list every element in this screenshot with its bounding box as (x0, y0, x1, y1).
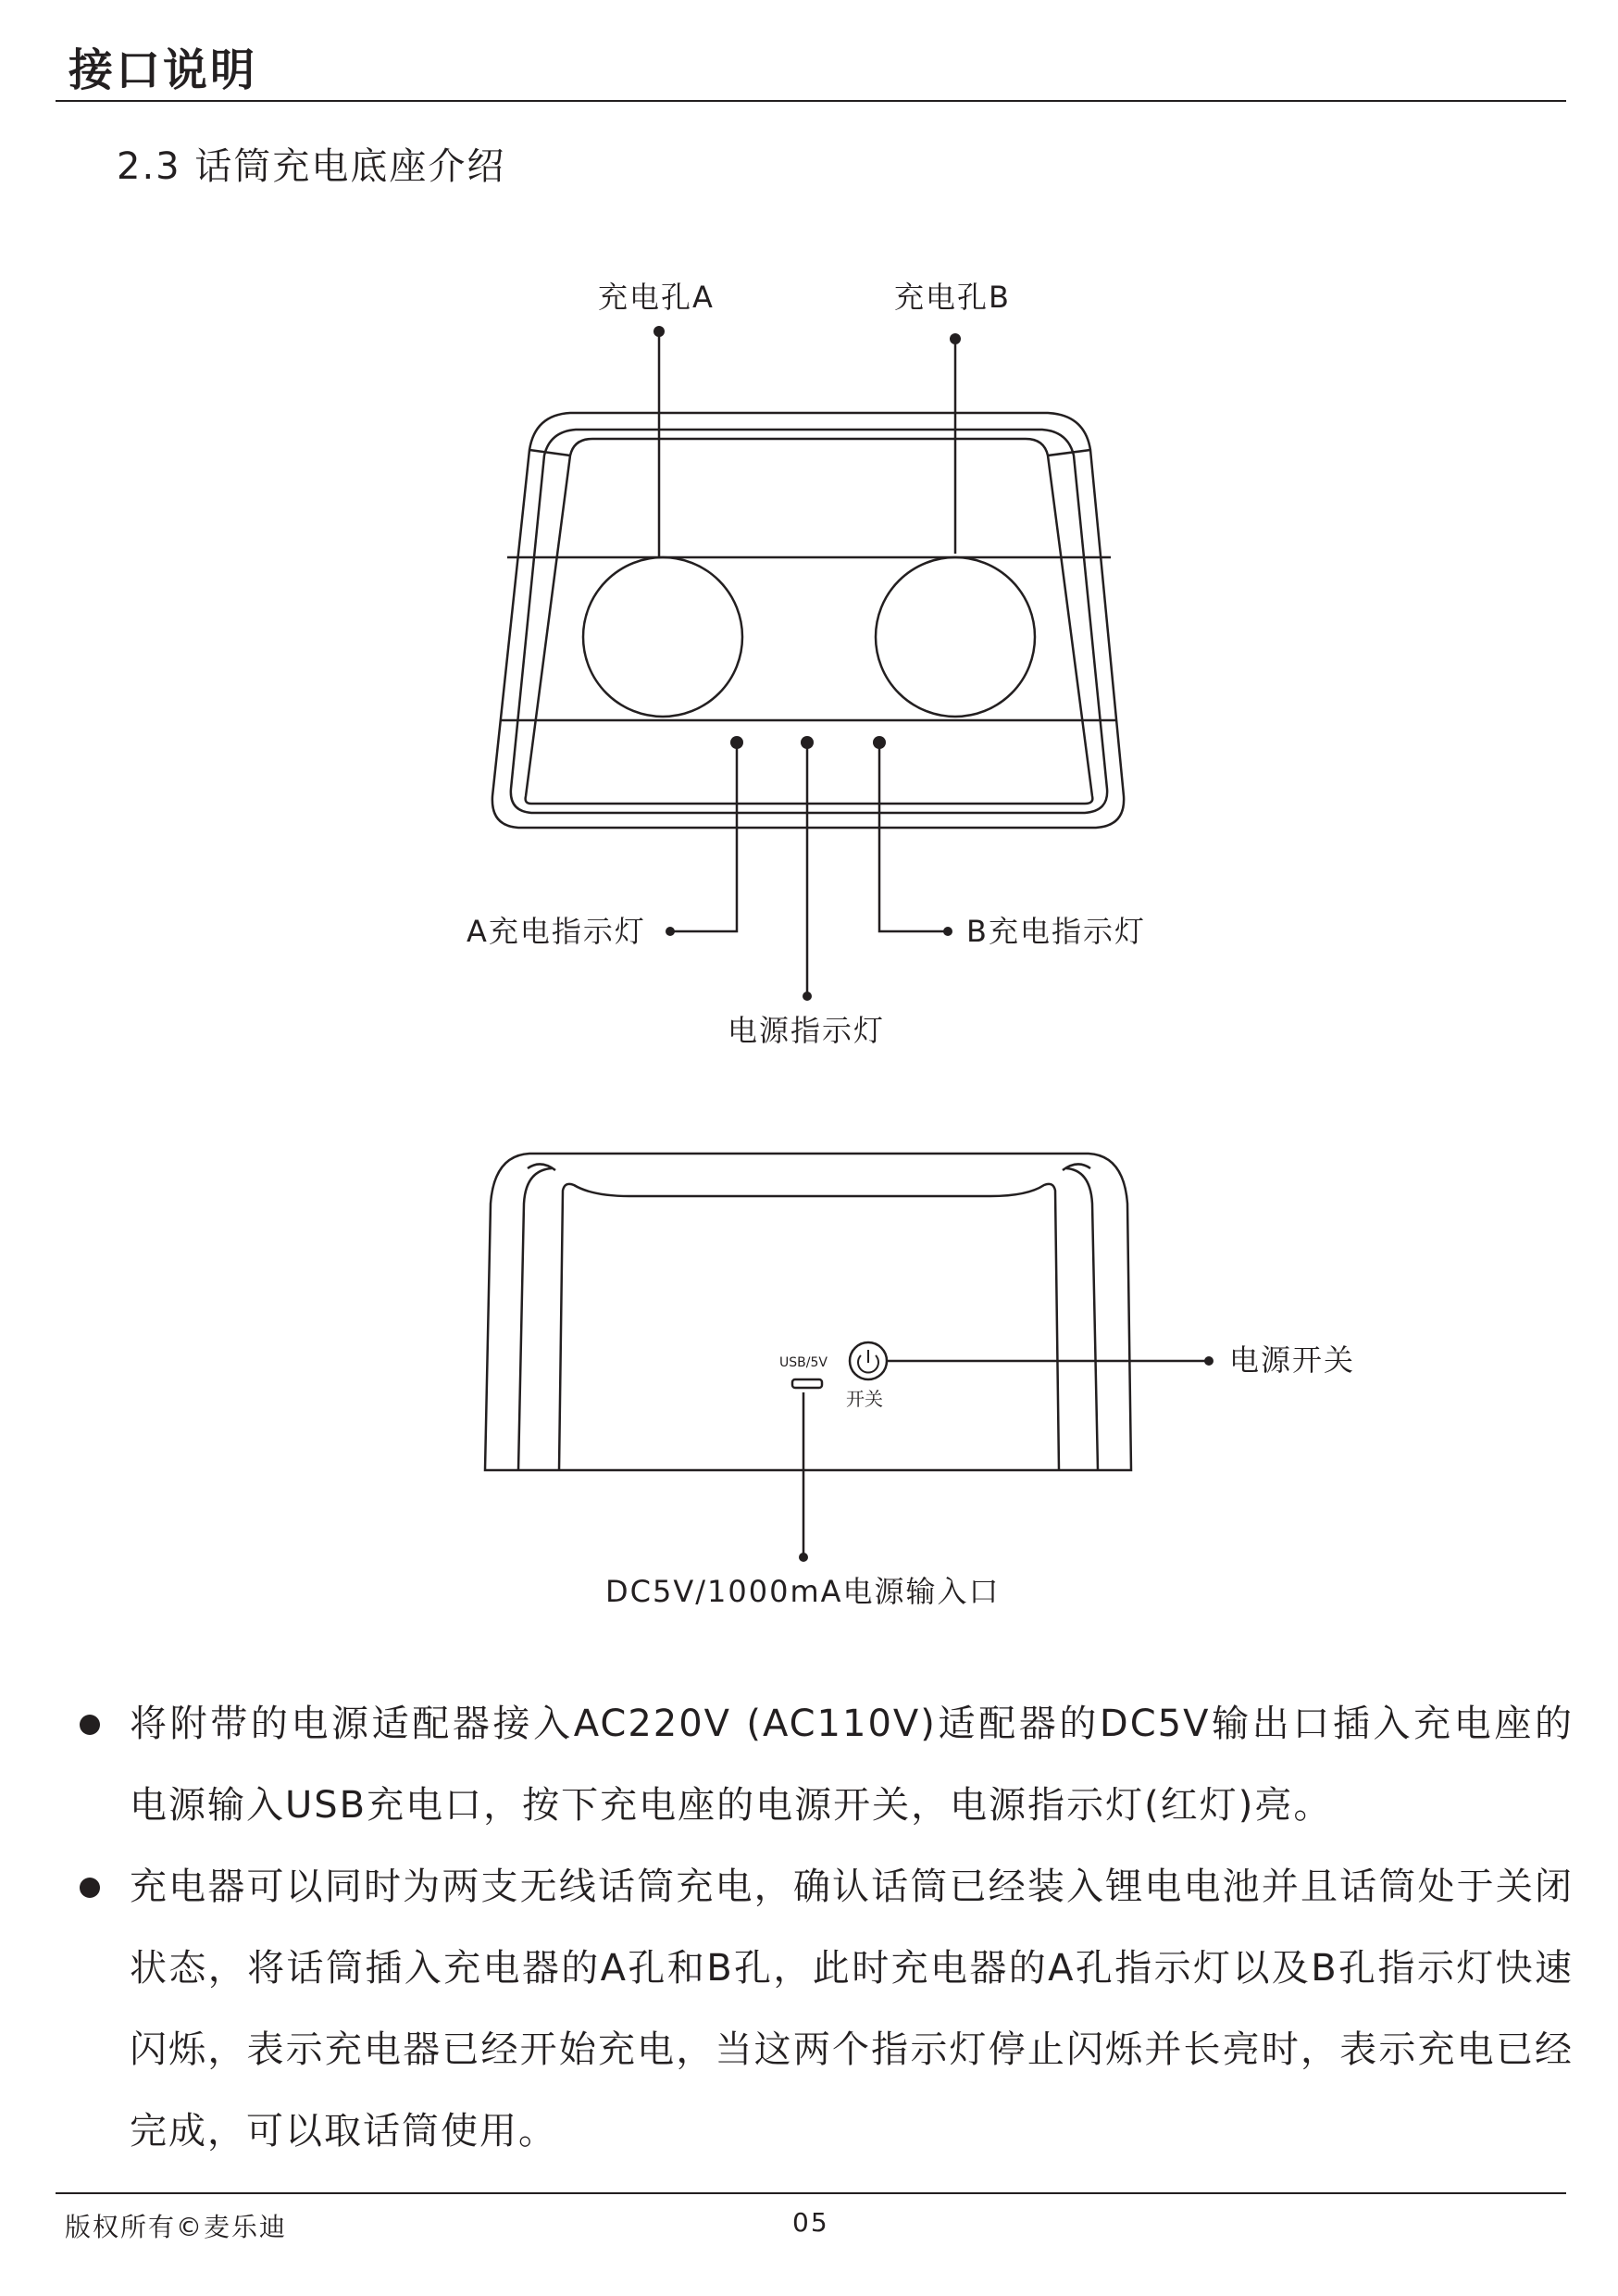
list-item-text: 将附带的电源适配器接入AC220V (AC110V)适配器的DC5V输出口插入充电座的电源输入USB充电口，按下充电座的电源开关，电源指示灯(红灯)亮。 (130, 1703, 1574, 1827)
list-item-text: 充电器可以同时为两支无线话筒充电，确认话筒已经装入锂电电池并且话筒处于关闭状态，将话筒插入充电器的A孔和B孔，此时充电器的A孔指示灯以及B孔指示灯快速闪烁，表示充电器已经开始充电，当这两个指示灯停止闪烁并长亮时，表示充电已经完成，可以取话筒使用。 (130, 1866, 1574, 2152)
charging-port-a (583, 557, 742, 717)
label-charging-port-b: 充电孔B (894, 280, 1011, 315)
label-indicator-a: A充电指示灯 (467, 914, 646, 949)
usb-5v-marking: USB/5V (779, 1355, 828, 1370)
footer-copyright: 版权所有©麦乐迪 (65, 2212, 288, 2242)
switch-marking: 开关 (846, 1388, 883, 1410)
footer-divider (56, 2192, 1566, 2194)
list-item (74, 1846, 1574, 2172)
usb-5v-port (792, 1379, 822, 1388)
label-dc-input: DC5V/1000mA电源输入口 (605, 1574, 1001, 1609)
label-power-indicator: 电源指示灯 (728, 1013, 886, 1048)
bullet-dot (80, 1878, 100, 1898)
instruction-list (74, 1683, 1574, 2172)
label-power-switch: 电源开关 (1229, 1342, 1356, 1378)
section-heading: 2.3 话筒充电底座介绍 (117, 145, 506, 188)
list-item (74, 1683, 1574, 1846)
page-number: 05 (792, 2207, 829, 2238)
charging-base-rear-view (485, 1154, 1131, 1470)
label-indicator-b: B充电指示灯 (966, 914, 1146, 949)
page-header-title: 接口说明 (68, 44, 258, 96)
bullet-dot (80, 1715, 100, 1735)
label-charging-port-a: 充电孔A (598, 280, 715, 315)
charging-port-b (876, 557, 1035, 717)
